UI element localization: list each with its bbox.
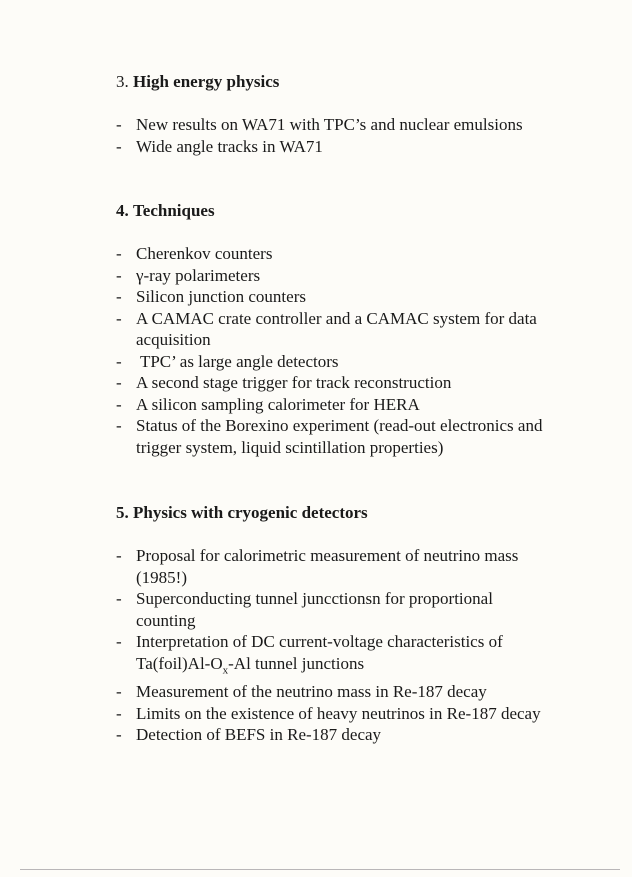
list-item xyxy=(116,703,556,725)
bullet-dash: - xyxy=(116,351,122,371)
bullet-dash: - xyxy=(116,373,122,392)
section-techniques xyxy=(116,201,556,458)
item-text: Interpretation of DC current-voltage characteristics of $Ta(foil)Al-O_x-Al$ tunnel junctions xyxy=(136,632,503,676)
section-title: High energy physics xyxy=(133,72,280,91)
page-edge-line xyxy=(20,869,620,870)
list-item xyxy=(116,286,556,308)
section-number: 5. xyxy=(116,503,129,522)
item-list xyxy=(116,545,556,746)
bullet-dash: - xyxy=(116,682,122,702)
bullet-dash: - xyxy=(116,589,122,608)
list-item xyxy=(116,681,556,703)
item-text: Status of the Borexino experiment (read-out electronics and trigger system, liquid scintillation properties) xyxy=(136,416,543,457)
bullet-dash: - xyxy=(116,703,122,723)
bullet-dash: - xyxy=(116,416,122,435)
bullet-dash: - xyxy=(116,394,122,414)
bullet-dash: - xyxy=(116,136,122,156)
item-text: Limits on the existence of heavy neutrinos in Re-187 decay xyxy=(136,703,541,723)
item-text: Measurement of the neutrino mass in Re-187 decay xyxy=(136,682,487,702)
item-text: A second stage trigger for track reconstruction xyxy=(136,373,452,392)
item-text: New results on WA71 with TPC’s and nuclear emulsions xyxy=(136,115,523,134)
section-high-energy-physics xyxy=(116,72,556,157)
list-item xyxy=(116,724,556,746)
section-heading xyxy=(116,503,556,523)
list-item xyxy=(116,351,556,373)
bullet-dash: - xyxy=(116,632,122,651)
section-cryogenic-detectors xyxy=(116,503,556,746)
section-heading xyxy=(116,201,556,221)
bullet-dash: - xyxy=(116,308,122,328)
list-item xyxy=(116,136,556,158)
bullet-dash: - xyxy=(116,287,122,306)
item-text: Proposal for calorimetric measurement of neutrino mass (1985!) xyxy=(136,546,519,587)
item-text: Detection of BEFS in Re-187 decay xyxy=(136,725,382,745)
list-item xyxy=(116,588,556,631)
item-text: Silicon junction counters xyxy=(136,287,306,306)
bullet-dash: - xyxy=(116,115,122,134)
item-text: A CAMAC crate controller and a CAMAC system for data acquisition xyxy=(136,308,537,349)
item-list xyxy=(116,243,556,458)
item-text: Cherenkov counters xyxy=(136,244,273,263)
list-item xyxy=(116,415,556,458)
bullet-dash: - xyxy=(116,725,122,745)
list-item xyxy=(116,372,556,394)
bullet-dash: - xyxy=(116,244,122,263)
item-text: Wide angle tracks in WA71 xyxy=(136,136,323,156)
item-text: A silicon sampling calorimeter for HERA xyxy=(136,394,420,414)
item-text: γ-ray polarimeters xyxy=(136,265,261,285)
section-title: Techniques xyxy=(133,201,215,220)
list-item xyxy=(116,308,556,351)
list-item xyxy=(116,265,556,287)
list-item xyxy=(116,243,556,265)
section-heading xyxy=(116,72,556,92)
section-number: 3. xyxy=(116,72,129,91)
item-text: TPC’ as large angle detectors xyxy=(136,351,339,371)
bullet-dash: - xyxy=(116,265,122,285)
bullet-dash: - xyxy=(116,546,122,565)
section-number: 4. xyxy=(116,201,129,220)
item-text: Superconducting tunnel juncctionsn for proportional counting xyxy=(136,589,493,630)
list-item xyxy=(116,631,556,681)
list-item xyxy=(116,394,556,416)
list-item xyxy=(116,114,556,136)
section-title: Physics with cryogenic detectors xyxy=(133,503,368,522)
item-list xyxy=(116,114,556,157)
list-item xyxy=(116,545,556,588)
